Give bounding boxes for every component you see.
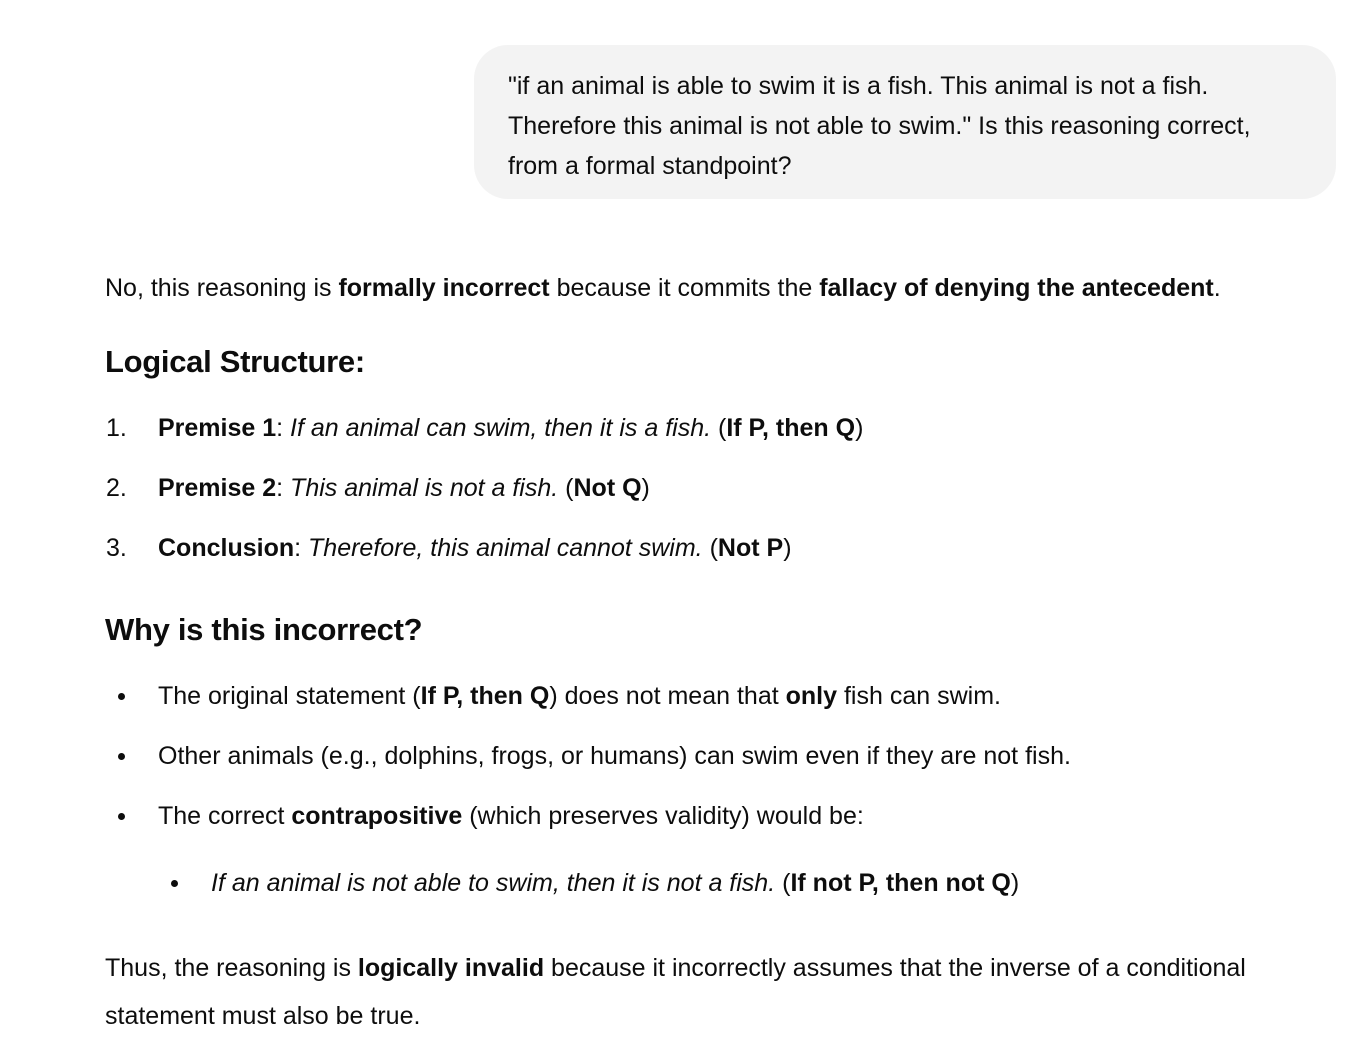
- outro-text-2: because it incorrectly assumes that the inverse of a conditional statement must also be true.: [105, 954, 1246, 1030]
- item-statement: Therefore, this animal cannot swim.: [308, 534, 703, 562]
- intro-text-1: No, this reasoning is: [105, 274, 339, 302]
- reason-text: The original statement (: [158, 682, 421, 710]
- bullet-dot: [118, 693, 125, 700]
- item-paren-open: (: [558, 474, 574, 502]
- sub-paren-close: ): [1010, 869, 1020, 897]
- item-paren-open: (: [702, 534, 718, 562]
- answer-conclusion: [105, 944, 1255, 1040]
- reason-item-1: [158, 676, 1001, 716]
- item-paren-open: (: [711, 414, 727, 442]
- intro-text-3: .: [1213, 274, 1221, 302]
- item-statement: If an animal can swim, then it is a fish.: [290, 414, 712, 442]
- bullet-dot: [118, 813, 125, 820]
- outro-text-1: Thus, the reasoning is: [105, 954, 358, 982]
- reason-text: Other animals (e.g., dolphins, frogs, or humans) can swim even if they are not fish.: [158, 742, 1071, 770]
- contrapositive-sub-item: [211, 863, 1019, 903]
- sub-statement: If an animal is not able to swim, then it is not a fish.: [211, 869, 776, 897]
- item-paren-close: ): [641, 474, 650, 502]
- structure-item-3: [106, 528, 792, 568]
- item-statement: This animal is not a fish.: [290, 474, 559, 502]
- item-colon: :: [276, 474, 291, 502]
- item-number: 3.: [106, 534, 127, 562]
- reason-bold: only: [785, 682, 838, 710]
- sub-form: If not P, then not Q: [790, 869, 1011, 897]
- item-form: Not Q: [573, 474, 642, 502]
- user-message-bubble: [474, 45, 1336, 199]
- item-paren-close: ): [783, 534, 792, 562]
- item-label: Premise 1: [158, 414, 277, 442]
- item-number: 2.: [106, 474, 127, 502]
- intro-text-2: because it commits the: [549, 274, 820, 302]
- item-paren-close: ): [855, 414, 864, 442]
- bullet-dot: [171, 880, 178, 887]
- reason-text: fish can swim.: [837, 682, 1001, 710]
- item-form: If P, then Q: [726, 414, 856, 442]
- structure-item-1: [106, 408, 864, 448]
- reason-bold: contrapositive: [291, 802, 463, 830]
- sub-paren-open: (: [775, 869, 791, 897]
- item-colon: :: [276, 414, 291, 442]
- outro-bold: logically invalid: [357, 954, 545, 982]
- answer-intro: [105, 264, 1221, 312]
- reason-text: The correct: [158, 802, 292, 830]
- item-label: Premise 2: [158, 474, 277, 502]
- intro-bold-1: formally incorrect: [338, 274, 550, 302]
- heading-logical-structure: Logical Structure:: [105, 344, 365, 379]
- intro-bold-2: fallacy of denying the antecedent: [819, 274, 1214, 302]
- reason-bold: If P, then Q: [420, 682, 550, 710]
- bullet-dot: [118, 753, 125, 760]
- reason-item-3: [158, 796, 864, 836]
- user-message-text: "if an animal is able to swim it is a fish. This animal is not a fish. Therefore this animal is not able to swim." Is this reasoning correct, from a formal standpoint?: [508, 72, 1251, 180]
- reason-text: ) does not mean that: [549, 682, 786, 710]
- item-colon: :: [294, 534, 309, 562]
- reason-text: (which preserves validity) would be:: [462, 802, 864, 830]
- item-label: Conclusion: [158, 534, 295, 562]
- item-number: 1.: [106, 414, 127, 442]
- reason-item-2: [158, 736, 1071, 776]
- item-form: Not P: [717, 534, 784, 562]
- heading-why-incorrect: Why is this incorrect?: [105, 612, 423, 647]
- structure-item-2: [106, 468, 650, 508]
